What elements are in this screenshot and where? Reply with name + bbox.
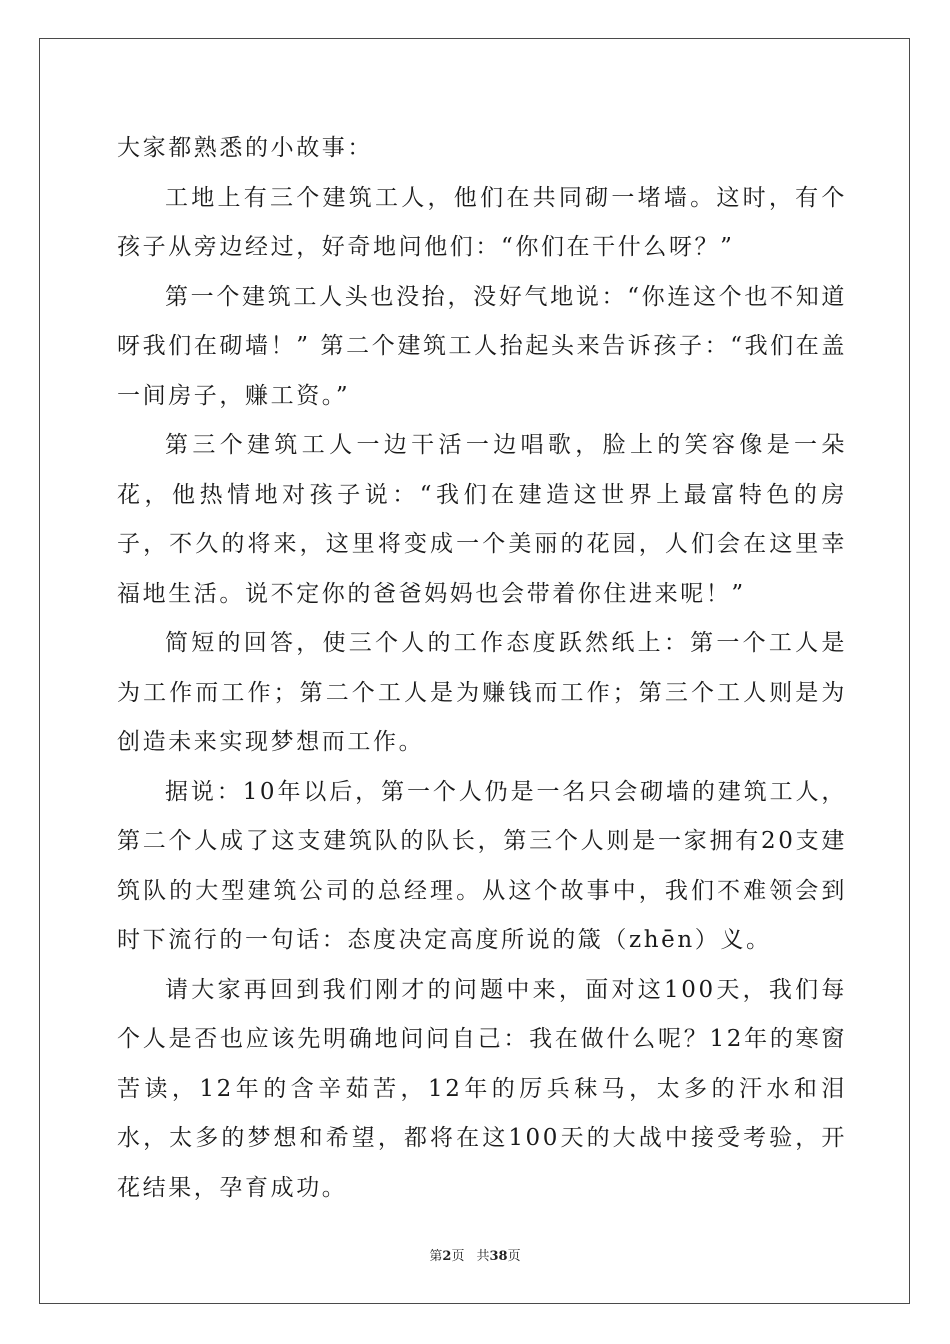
paragraph: 第三个建筑工人一边干活一边唱歌，脸上的笑容像是一朵花，他热情地对孩子说：“我们在建造这世界上最富特色的房子，不久的将来，这里将变成一个美丽的花园，人们会在这里幸福地生活。说不定你的爸爸妈妈也会带着你住进来呢！” <box>117 432 847 607</box>
paragraph: 第一个建筑工人头也没抬，没好气地说：“你连这个也不知道呀我们在砌墙！” 第二个建筑工人抬起头来告诉孩子：“我们在盖一间房子，赚工资。” <box>117 283 847 409</box>
paragraph: 请大家再回到我们刚才的问题中来，面对这100天，我们每个人是否也应该先明确地问问自己：我在做什么呢？12年的寒窗苦读，12年的含辛茹苦，12年的厉兵秣马，太多的汗水和泪水，太多的梦想和希望，都将在这100天的大战中接受考验，开花结果，孕育成功。 <box>117 976 847 1201</box>
total-suffix: 页 <box>507 1249 521 1264</box>
page-number: 2 <box>442 1249 452 1264</box>
total-pages: 38 <box>489 1249 508 1264</box>
paragraph: 据说：10年以后，第一个人仍是一名只会砌墙的建筑工人，第二个人成了这支建筑队的队长，第三个人则是一家拥有20支建筑队的大型建筑公司的总经理。从这个故事中，我们不难领会到时下流行的一句话：态度决定高度所说的箴（zhēn）义。 <box>117 778 847 953</box>
document-body <box>117 124 847 1213</box>
page-suffix: 页 <box>451 1249 465 1264</box>
page-footer <box>0 1245 950 1264</box>
paragraph: 工地上有三个建筑工人，他们在共同砌一堵墙。这时，有个孩子从旁边经过，好奇地问他们：“你们在干什么呀？” <box>117 184 847 260</box>
total-prefix: 共 <box>476 1249 490 1264</box>
paragraph: 大家都熟悉的小故事： <box>117 135 373 161</box>
paragraph: 简短的回答，使三个人的工作态度跃然纸上：第一个工人是为工作而工作；第二个工人是为赚钱而工作；第三个工人则是为创造未来实现梦想而工作。 <box>117 630 847 755</box>
page-prefix: 第 <box>429 1249 443 1264</box>
